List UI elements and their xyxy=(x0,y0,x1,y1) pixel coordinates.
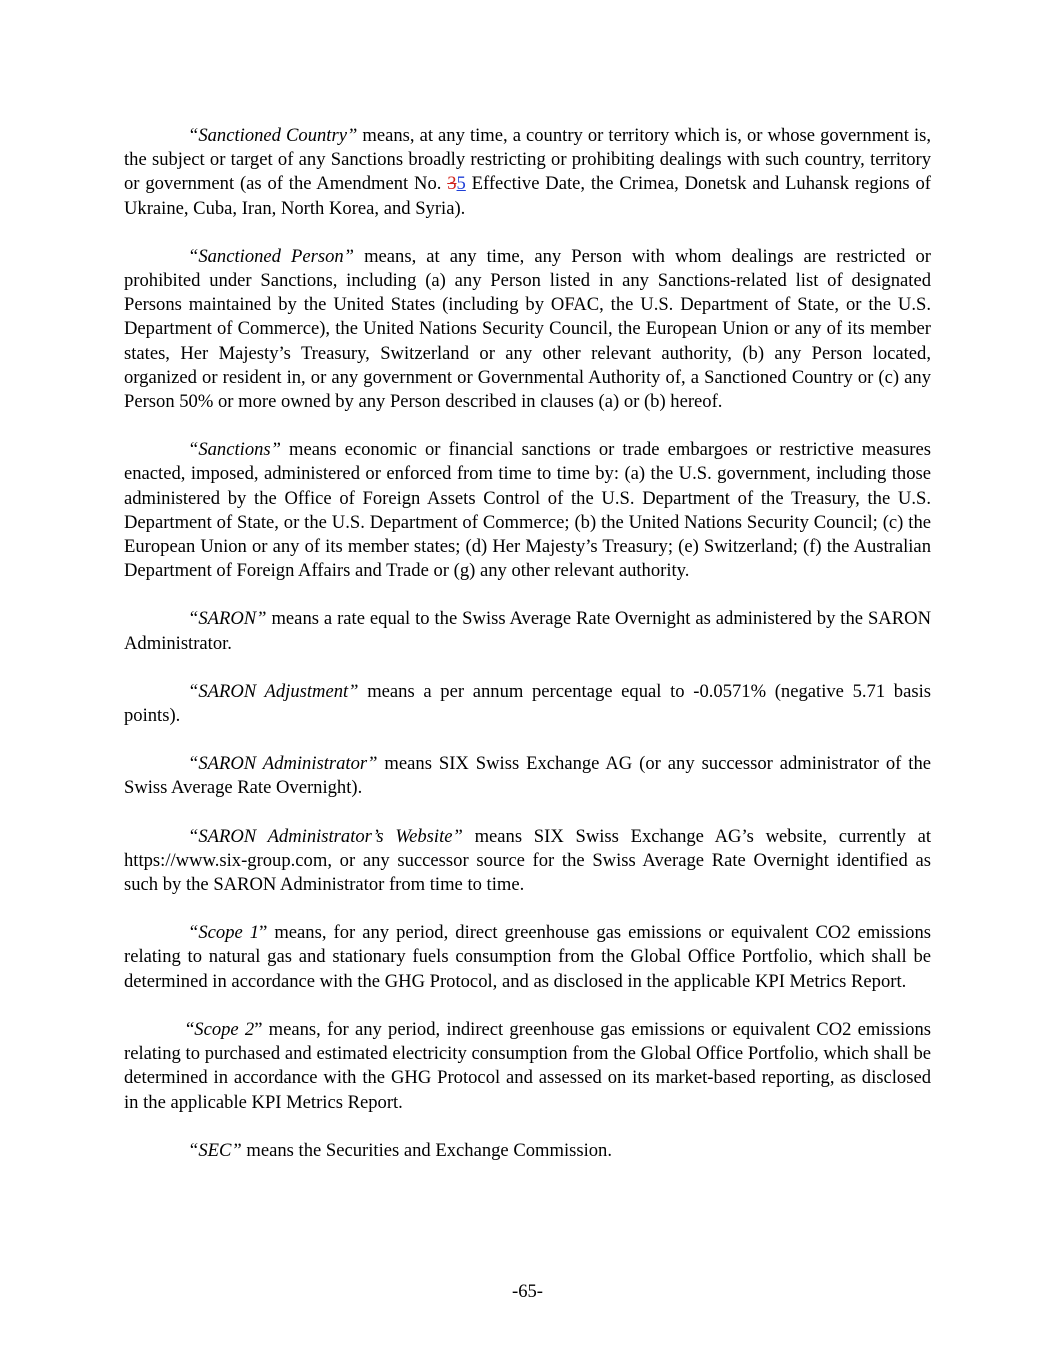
defined-term: “Sanctions” xyxy=(188,439,281,461)
definition-saron-administrators-website xyxy=(124,825,931,898)
definition-text: means SIX Swiss Exchange AG’s website, currently at https://www.six-group.com, or any successor source for the Swiss Average Rate Overnight identified as such by the SARON Administrator from time to time. xyxy=(124,825,932,896)
defined-term: “SARON Administrator” xyxy=(188,753,378,775)
definition-sec xyxy=(124,1139,931,1163)
definition-saron-adjustment xyxy=(124,680,931,728)
definition-scope-1 xyxy=(124,921,931,994)
open-quote: “ xyxy=(186,1018,195,1040)
definition-text: means, at any time, any Person with whom dealings are restricted or prohibited under Sanctions, including (a) any Person listed in any Sanctions-related list of designated Persons maintained by the United States (including by OFAC, the U.S. Department of State, or the U.S. Department of Commerce), the United Nations Security Council, the European Union or any of its member states, Her Majesty’s Treasury, Switzerland or any other relevant authority, (b) any Person located, organized or resident in, or any government or Governmental Authority of, a Sanctioned Country or (c) any Person 50% or more owned by any Person described in clauses (a) or (b) hereof. xyxy=(124,245,931,413)
definition-text: ” means, for any period, direct greenhouse gas emissions or equivalent CO2 emissions relating to natural gas and stationary fuels consumption from the Global Office Portfolio, which shall be determined in accordance with the GHG Protocol, and as disclosed in the applicable KPI Metrics Report. xyxy=(124,922,931,992)
defined-term: “SARON Administrator’s Website” xyxy=(188,825,463,847)
definition-text: means a rate equal to the Swiss Average Rate Overnight as administered by the SARON Administrator. xyxy=(124,608,931,654)
definition-sanctioned-person xyxy=(124,245,931,414)
deleted-text: 3 xyxy=(447,173,457,195)
defined-term: “SARON Adjustment” xyxy=(188,680,359,702)
inserted-text: 5 xyxy=(456,173,466,195)
definitions-section xyxy=(124,124,931,1187)
definition-text: means, at any time, a country or territory which is, or whose government is, the subject or target of any Sanctions broadly restricting or prohibiting dealings with such country, territory or government (as of the Amendment No. xyxy=(124,125,931,195)
defined-term: “SARON” xyxy=(188,608,267,630)
definition-text: ” means, for any period, indirect greenhouse gas emissions or equivalent CO2 emissions relating to purchased and estimated electricity consumption from the Global Office Portfolio, which shall be determined in accordance with the GHG Protocol and assessed on its market-based reporting, as disclosed in the applicable KPI Metrics Report. xyxy=(124,1018,931,1113)
definition-sanctions xyxy=(124,438,931,583)
definition-saron xyxy=(124,607,931,655)
page-number: -65- xyxy=(512,1281,543,1302)
definition-saron-administrator xyxy=(124,752,931,800)
definition-text: means economic or financial sanctions or trade embargoes or restrictive measures enacted, imposed, administered or enforced from time to time by: (a) the U.S. government, including those administered by the Office of Foreign Assets Control of the U.S. Department of the Treasury, the U.S. Department of State, or the U.S. Department of Commerce; (b) the United Nations Security Council; (c) the European Union or any of its member states; (d) Her Majesty’s Treasury; (e) Switzerland; (f) the Australian Department of Foreign Affairs and Trade or (g) any other relevant authority. xyxy=(124,439,931,582)
definition-sanctioned-country xyxy=(124,124,931,221)
definition-text: means the Securities and Exchange Commission. xyxy=(241,1139,612,1161)
defined-term: Scope 2 xyxy=(194,1018,255,1040)
definition-scope-2 xyxy=(124,1018,931,1115)
defined-term: “Sanctioned Person” xyxy=(188,245,355,267)
defined-term: “Scope 1 xyxy=(188,922,260,944)
definition-text: Effective Date, the Crimea, Donetsk and Luhansk regions of Ukraine, Cuba, Iran, North Korea, and Syria). xyxy=(124,173,931,219)
definition-text: means SIX Swiss Exchange AG (or any successor administrator of the Swiss Average Rate Overnight). xyxy=(124,753,931,799)
definition-text: means a per annum percentage equal to -0.0571% (negative 5.71 basis points). xyxy=(124,680,931,727)
defined-term: “Sanctioned Country” xyxy=(188,125,358,146)
defined-term: “SEC” xyxy=(188,1139,242,1161)
